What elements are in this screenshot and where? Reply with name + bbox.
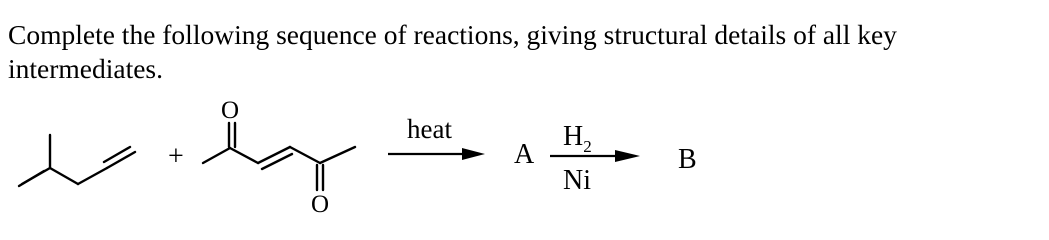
arrow2-reagent-label: $H_2$ bbox=[563, 121, 592, 156]
plus-sign: + bbox=[168, 141, 184, 172]
product-a-label: A bbox=[514, 139, 535, 170]
product-b-label: B bbox=[678, 144, 697, 175]
ketone-oxygen-bottom: O bbox=[311, 191, 330, 218]
question-line-1: Complete the following sequence of reactions, giving structural details of all key bbox=[8, 19, 897, 50]
enedione-structure bbox=[203, 123, 355, 190]
question-line-2: intermediates. bbox=[8, 53, 164, 84]
isoprene-structure bbox=[19, 135, 135, 186]
arrow2-catalyst-label: Ni bbox=[563, 165, 591, 196]
ketone-oxygen-top: O bbox=[221, 97, 240, 124]
reaction-arrow-1 bbox=[388, 148, 485, 160]
arrow1-reagent-label: heat bbox=[407, 114, 452, 144]
